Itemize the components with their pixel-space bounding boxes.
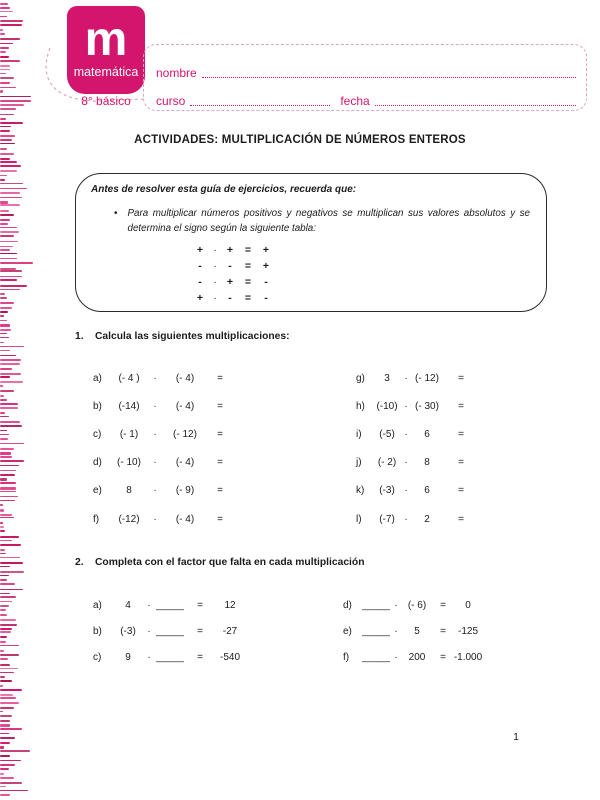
multiply-dot: ·	[404, 485, 408, 497]
factor-1: (-3)	[120, 625, 136, 637]
exercise1-item-h	[356, 392, 468, 420]
sign-cell: =	[244, 260, 252, 272]
multiply-dot: ·	[394, 599, 398, 611]
sign-table-row	[192, 290, 274, 306]
equals-sign: =	[217, 372, 223, 384]
sign-table-row	[192, 242, 274, 258]
factor-1: (- 4 )	[118, 372, 140, 384]
equals-sign: =	[458, 372, 464, 384]
logo-letter: m	[84, 13, 128, 66]
sign-cell: +	[262, 244, 270, 256]
factor-2: 8	[424, 457, 430, 469]
torn-edge-decoration	[0, 0, 48, 800]
exercise1-item-a	[93, 364, 233, 392]
factor-2: (- 4)	[175, 457, 195, 469]
factor-1: (- 10)	[117, 457, 141, 469]
item-label: b)	[93, 625, 102, 637]
exercise1-item-j	[356, 449, 468, 477]
item-label: k)	[356, 485, 365, 497]
item-label: f)	[93, 513, 100, 525]
sign-table-row	[192, 274, 274, 290]
fecha-label: fecha	[340, 94, 370, 108]
multiply-dot: ·	[404, 428, 408, 440]
sign-cell: -	[198, 260, 202, 272]
page-number: 1	[513, 731, 519, 743]
equals-sign: =	[458, 428, 464, 440]
factor-2: (- 12)	[173, 428, 197, 440]
equals-sign: =	[217, 400, 223, 412]
exercise1-item-k	[356, 477, 468, 505]
factor-1: 9	[125, 651, 131, 663]
factor-2: (- 12)	[415, 372, 439, 384]
exercise2-item-f	[343, 644, 483, 670]
item-label: d)	[343, 599, 352, 611]
factor-2: (- 9)	[175, 485, 195, 497]
multiply-dot: ·	[404, 457, 408, 469]
factor-2: (- 6)	[407, 599, 427, 611]
multiply-dot: ·	[147, 625, 151, 637]
item-label: c)	[93, 651, 102, 663]
exercise2-heading	[75, 557, 365, 568]
exercise1-item-c	[93, 420, 233, 448]
product-value: 12	[224, 599, 236, 611]
missing-factor-blank: _____	[156, 651, 184, 663]
exercise1-item-d	[93, 449, 233, 477]
equals-sign: =	[217, 513, 223, 525]
exercise1-item-b	[93, 392, 233, 420]
missing-factor-blank: _____	[156, 599, 184, 611]
multiply-dot: ·	[394, 625, 398, 637]
equals-sign: =	[458, 485, 464, 497]
reminder-box	[75, 173, 547, 312]
missing-factor-blank: _____	[362, 625, 390, 637]
equals-sign: =	[458, 457, 464, 469]
multiply-dot: ·	[404, 513, 408, 525]
sign-cell: -	[228, 260, 232, 272]
factor-2: (- 4)	[175, 513, 195, 525]
sign-table-row	[192, 258, 274, 274]
sign-cell: ·	[213, 244, 217, 256]
exercise1-item-g	[356, 364, 468, 392]
missing-factor-blank: _____	[362, 599, 390, 611]
product-value: -1.000	[453, 651, 483, 663]
bullet-icon: •	[114, 208, 118, 219]
equals-sign: =	[197, 599, 203, 611]
factor-2: 6	[424, 428, 430, 440]
exercise2-item-e	[343, 618, 483, 644]
equals-sign: =	[440, 625, 446, 637]
exercise2-right-column	[343, 592, 483, 670]
item-label: c)	[93, 428, 102, 440]
equals-sign: =	[217, 485, 223, 497]
factor-2: (- 4)	[175, 400, 195, 412]
multiply-dot: ·	[153, 513, 157, 525]
item-label: e)	[343, 625, 352, 637]
sign-cell: =	[244, 244, 252, 256]
curso-dotted-line	[190, 105, 330, 106]
factor-1: (- 2)	[377, 457, 397, 469]
multiply-dot: ·	[147, 599, 151, 611]
sign-cell: -	[264, 276, 268, 288]
product-value: 0	[465, 599, 471, 611]
sign-cell: +	[226, 276, 234, 288]
factor-2: 200	[408, 651, 426, 663]
reminder-bullet-item	[114, 206, 530, 236]
product-value: -27	[222, 625, 238, 637]
multiply-dot: ·	[404, 400, 408, 412]
item-label: g)	[356, 372, 365, 384]
sign-cell: =	[244, 292, 252, 304]
missing-factor-blank: _____	[362, 651, 390, 663]
sign-cell: +	[196, 244, 204, 256]
factor-2: 6	[424, 485, 430, 497]
factor-1: (-7)	[379, 513, 395, 525]
nombre-label: nombre	[156, 66, 197, 80]
exercise2-item-a	[93, 592, 247, 618]
reminder-bullet-text: Para multiplicar números positivos y negativos se multiplican sus valores absolutos y se determina el signo según la siguiente tabla:	[127, 208, 530, 235]
exercise2-prompt: Completa con el factor que falta en cada multiplicación	[95, 557, 365, 568]
equals-sign: =	[458, 513, 464, 525]
reminder-intro: Antes de resolver esta guía de ejercicios, recuerda que:	[91, 184, 357, 195]
factor-1: (-12)	[118, 513, 140, 525]
sign-table	[192, 242, 274, 306]
factor-2: (- 30)	[415, 400, 439, 412]
factor-1: (-10)	[376, 400, 398, 412]
exercise1-left-column	[93, 364, 233, 533]
item-label: i)	[356, 428, 362, 440]
item-label: a)	[93, 599, 102, 611]
equals-sign: =	[440, 599, 446, 611]
multiply-dot: ·	[394, 651, 398, 663]
exercise1-heading	[75, 331, 290, 342]
student-info-box	[143, 44, 587, 111]
exercise2-left-column	[93, 592, 247, 670]
exercise1-item-f	[93, 505, 233, 533]
sign-cell: +	[262, 260, 270, 272]
item-label: e)	[93, 485, 102, 497]
logo-brand: matemática	[73, 65, 139, 79]
curso-fecha-row	[156, 80, 576, 108]
sign-cell: -	[228, 292, 232, 304]
logo	[67, 6, 145, 94]
item-label: l)	[356, 513, 362, 525]
item-label: f)	[343, 651, 350, 663]
item-label: d)	[93, 457, 102, 469]
factor-2: 5	[414, 625, 420, 637]
sign-cell: -	[264, 292, 268, 304]
multiply-dot: ·	[153, 372, 157, 384]
exercise1-item-e	[93, 477, 233, 505]
sign-cell: +	[226, 244, 234, 256]
fecha-dotted-line	[375, 105, 576, 106]
nombre-row	[156, 52, 576, 80]
product-value: -125	[457, 625, 478, 637]
exercise1-right-column	[356, 364, 468, 533]
product-value: -540	[219, 651, 240, 663]
equals-sign: =	[458, 400, 464, 412]
factor-1: 8	[126, 485, 132, 497]
equals-sign: =	[197, 625, 203, 637]
factor-1: 4	[125, 599, 131, 611]
exercise1-number: 1.	[75, 331, 84, 342]
equals-sign: =	[440, 651, 446, 663]
logo-grade: 8° básico	[81, 94, 131, 108]
sign-cell: -	[198, 276, 202, 288]
multiply-dot: ·	[153, 428, 157, 440]
factor-1: (-3)	[379, 485, 395, 497]
multiply-dot: ·	[153, 400, 157, 412]
sign-cell: ·	[213, 276, 217, 288]
nombre-dotted-line	[202, 77, 576, 78]
missing-factor-blank: _____	[156, 625, 184, 637]
factor-1: (-5)	[379, 428, 395, 440]
sign-cell: ·	[213, 260, 217, 272]
factor-1: (-14)	[118, 400, 140, 412]
multiply-dot: ·	[404, 372, 408, 384]
exercise1-item-i	[356, 420, 468, 448]
item-label: j)	[356, 457, 362, 469]
factor-1: (- 1)	[119, 428, 139, 440]
sign-cell: =	[244, 276, 252, 288]
page-title: ACTIVIDADES: MULTIPLICACIÓN DE NÚMEROS ENTEROS	[134, 134, 466, 146]
item-label: a)	[93, 372, 102, 384]
exercise1-item-l	[356, 505, 468, 533]
multiply-dot: ·	[153, 485, 157, 497]
equals-sign: =	[197, 651, 203, 663]
exercise2-item-c	[93, 644, 247, 670]
factor-2: 2	[424, 513, 430, 525]
sign-cell: +	[196, 292, 204, 304]
exercise2-item-b	[93, 618, 247, 644]
factor-1: 3	[384, 372, 390, 384]
sign-cell: ·	[213, 292, 217, 304]
item-label: h)	[356, 400, 365, 412]
item-label: b)	[93, 400, 102, 412]
exercise2-number: 2.	[75, 557, 84, 568]
multiply-dot: ·	[147, 651, 151, 663]
curso-label: curso	[156, 94, 186, 108]
equals-sign: =	[217, 457, 223, 469]
exercise1-prompt: Calcula las siguientes multiplicaciones:	[95, 331, 290, 342]
equals-sign: =	[217, 428, 223, 440]
factor-2: (- 4)	[175, 372, 195, 384]
exercise2-item-d	[343, 592, 483, 618]
multiply-dot: ·	[153, 457, 157, 469]
